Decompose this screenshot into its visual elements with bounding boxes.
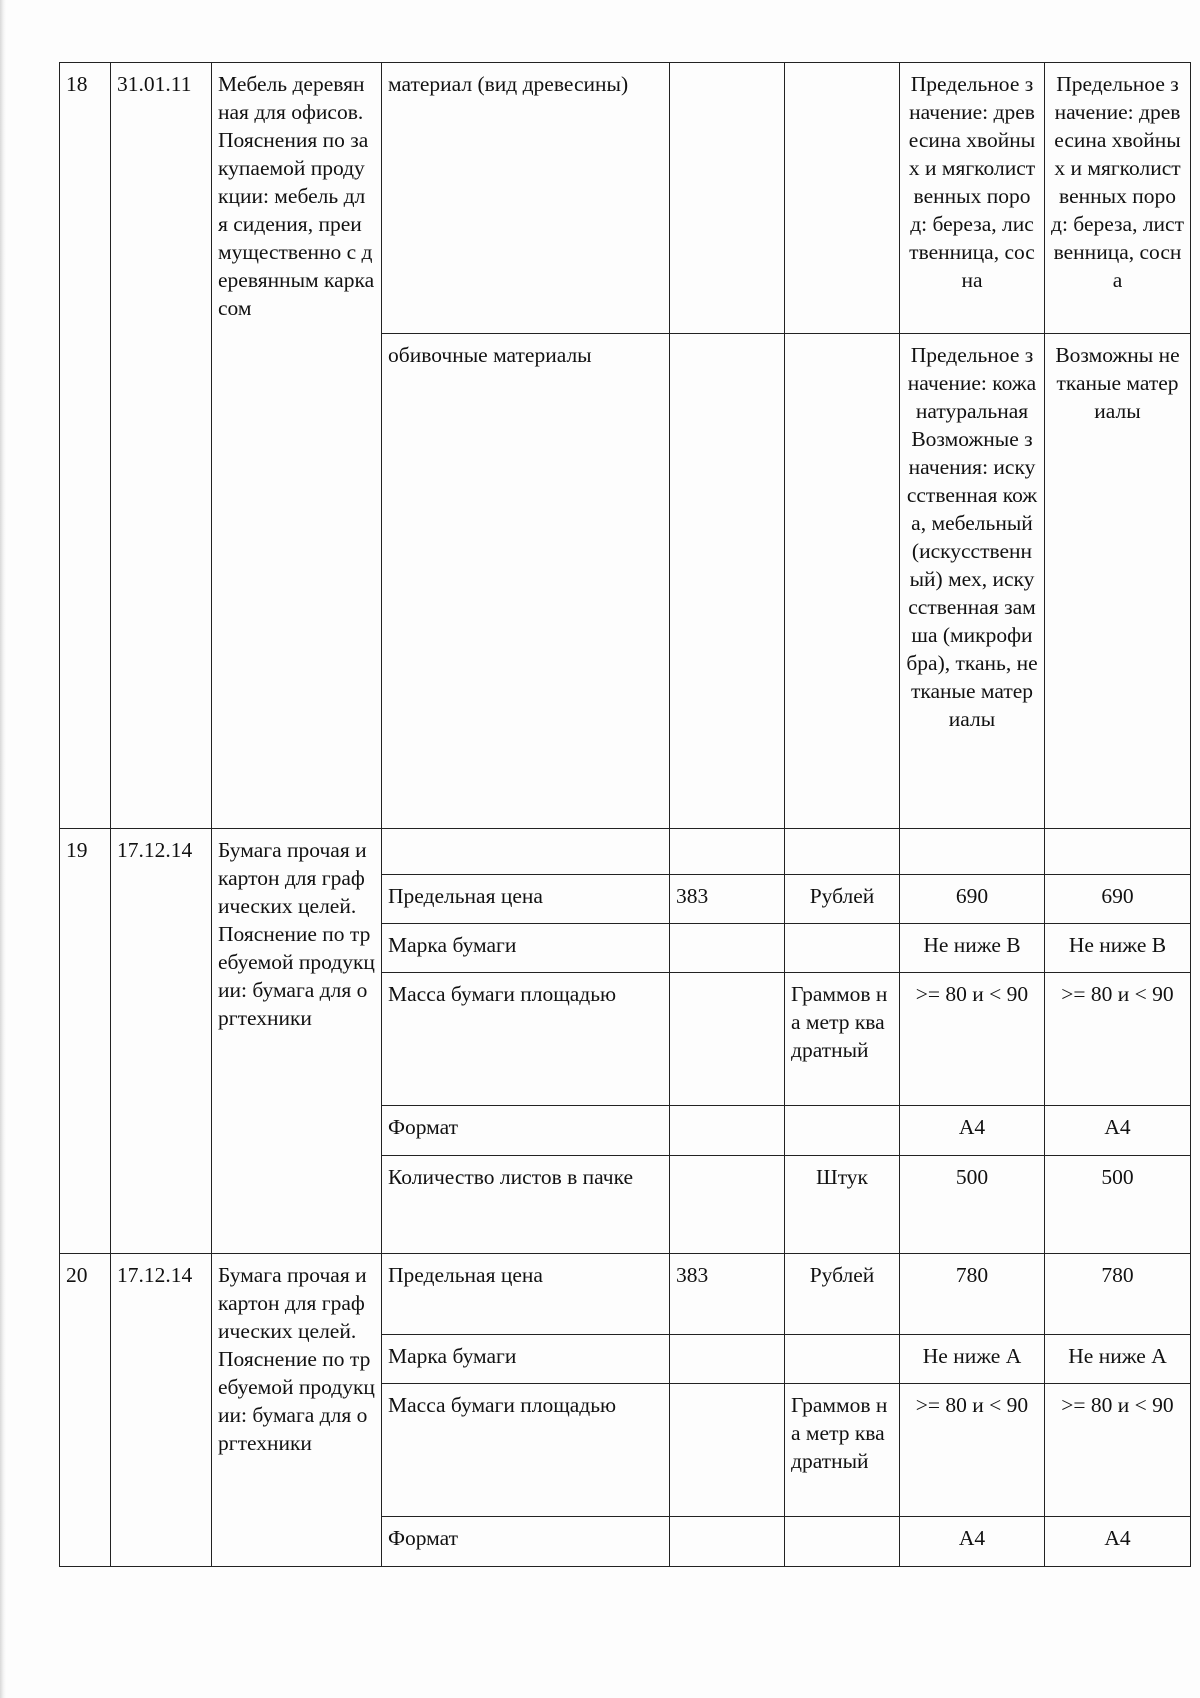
- okpd-code: 31.01.11: [111, 63, 212, 829]
- okei-code: 383: [670, 1254, 785, 1335]
- required-value: [900, 829, 1045, 875]
- okpd-code: 17.12.14: [111, 829, 212, 1254]
- approved-value: Возможны нетканые материалы: [1045, 334, 1191, 829]
- required-value: >= 80 и < 90: [900, 1384, 1045, 1517]
- okei-code: [670, 63, 785, 334]
- okei-code: 383: [670, 875, 785, 924]
- required-value: Предельное значение: древесина хвойных и мягколиственных пород: береза, лиственница, сосна: [900, 63, 1045, 334]
- characteristic-name: Масса бумаги площадью: [382, 973, 670, 1106]
- characteristic-name: Формат: [382, 1517, 670, 1567]
- approved-value: 690: [1045, 875, 1191, 924]
- approved-value: >= 80 и < 90: [1045, 973, 1191, 1106]
- okpd-code: 17.12.14: [111, 1254, 212, 1567]
- product-description: Бумага прочая и картон для графических целей. Пояснение по требуемой продукции: бумага для оргтехники: [212, 1254, 382, 1567]
- characteristic-name: Количество листов в пачке: [382, 1156, 670, 1254]
- product-description: Бумага прочая и картон для графических целей. Пояснение по требуемой продукции: бумага для оргтехники: [212, 829, 382, 1254]
- row-number: 19: [60, 829, 111, 1254]
- required-value: Не ниже В: [900, 924, 1045, 973]
- unit-name: [785, 63, 900, 334]
- table-row: [60, 63, 1191, 334]
- table-row: [60, 829, 1191, 875]
- okei-code: [670, 1335, 785, 1384]
- approved-value: Не ниже В: [1045, 924, 1191, 973]
- unit-name: Рублей: [785, 1254, 900, 1335]
- unit-name: [785, 334, 900, 829]
- okei-code: [670, 1156, 785, 1254]
- approved-value: 500: [1045, 1156, 1191, 1254]
- unit-name: [785, 829, 900, 875]
- required-value: 500: [900, 1156, 1045, 1254]
- approved-value: [1045, 829, 1191, 875]
- unit-name: Рублей: [785, 875, 900, 924]
- approved-value: Предельное значение: древесина хвойных и мягколиственных пород: береза, лиственница, сосна: [1045, 63, 1191, 334]
- unit-name: [785, 1106, 900, 1156]
- required-value: 780: [900, 1254, 1045, 1335]
- required-value: А4: [900, 1106, 1045, 1156]
- okei-code: [670, 1384, 785, 1517]
- required-value: Предельное значение: кожа натуральная Возможные значения: искусственная кожа, мебельный (искусственный) мех, искусственная замша (микрофибра), ткань, нетканые материалы: [900, 334, 1045, 829]
- procurement-table: [59, 62, 1191, 1567]
- characteristic-name: Предельная цена: [382, 875, 670, 924]
- unit-name: [785, 924, 900, 973]
- approved-value: А4: [1045, 1106, 1191, 1156]
- row-number: 20: [60, 1254, 111, 1567]
- okei-code: [670, 924, 785, 973]
- unit-name: [785, 1335, 900, 1384]
- required-value: >= 80 и < 90: [900, 973, 1045, 1106]
- characteristic-name: Марка бумаги: [382, 924, 670, 973]
- okei-code: [670, 973, 785, 1106]
- unit-name: Граммов на метр квадратный: [785, 973, 900, 1106]
- required-value: Не ниже А: [900, 1335, 1045, 1384]
- required-value: 690: [900, 875, 1045, 924]
- approved-value: Не ниже А: [1045, 1335, 1191, 1384]
- characteristic-name: Масса бумаги площадью: [382, 1384, 670, 1517]
- characteristic-name: Марка бумаги: [382, 1335, 670, 1384]
- okei-code: [670, 334, 785, 829]
- characteristic-name: Формат: [382, 1106, 670, 1156]
- characteristic-name: обивочные материалы: [382, 334, 670, 829]
- okei-code: [670, 829, 785, 875]
- approved-value: >= 80 и < 90: [1045, 1384, 1191, 1517]
- row-number: 18: [60, 63, 111, 829]
- characteristic-name: материал (вид древесины): [382, 63, 670, 334]
- characteristic-name: [382, 829, 670, 875]
- okei-code: [670, 1517, 785, 1567]
- approved-value: А4: [1045, 1517, 1191, 1567]
- characteristic-name: Предельная цена: [382, 1254, 670, 1335]
- product-description: Мебель деревянная для офисов. Пояснения по закупаемой продукции: мебель для сидения, преимущественно с деревянным каркасом: [212, 63, 382, 829]
- approved-value: 780: [1045, 1254, 1191, 1335]
- scan-edge: [0, 0, 6, 1698]
- table-row: [60, 1254, 1191, 1335]
- unit-name: [785, 1517, 900, 1567]
- unit-name: Граммов на метр квадратный: [785, 1384, 900, 1517]
- okei-code: [670, 1106, 785, 1156]
- unit-name: Штук: [785, 1156, 900, 1254]
- required-value: А4: [900, 1517, 1045, 1567]
